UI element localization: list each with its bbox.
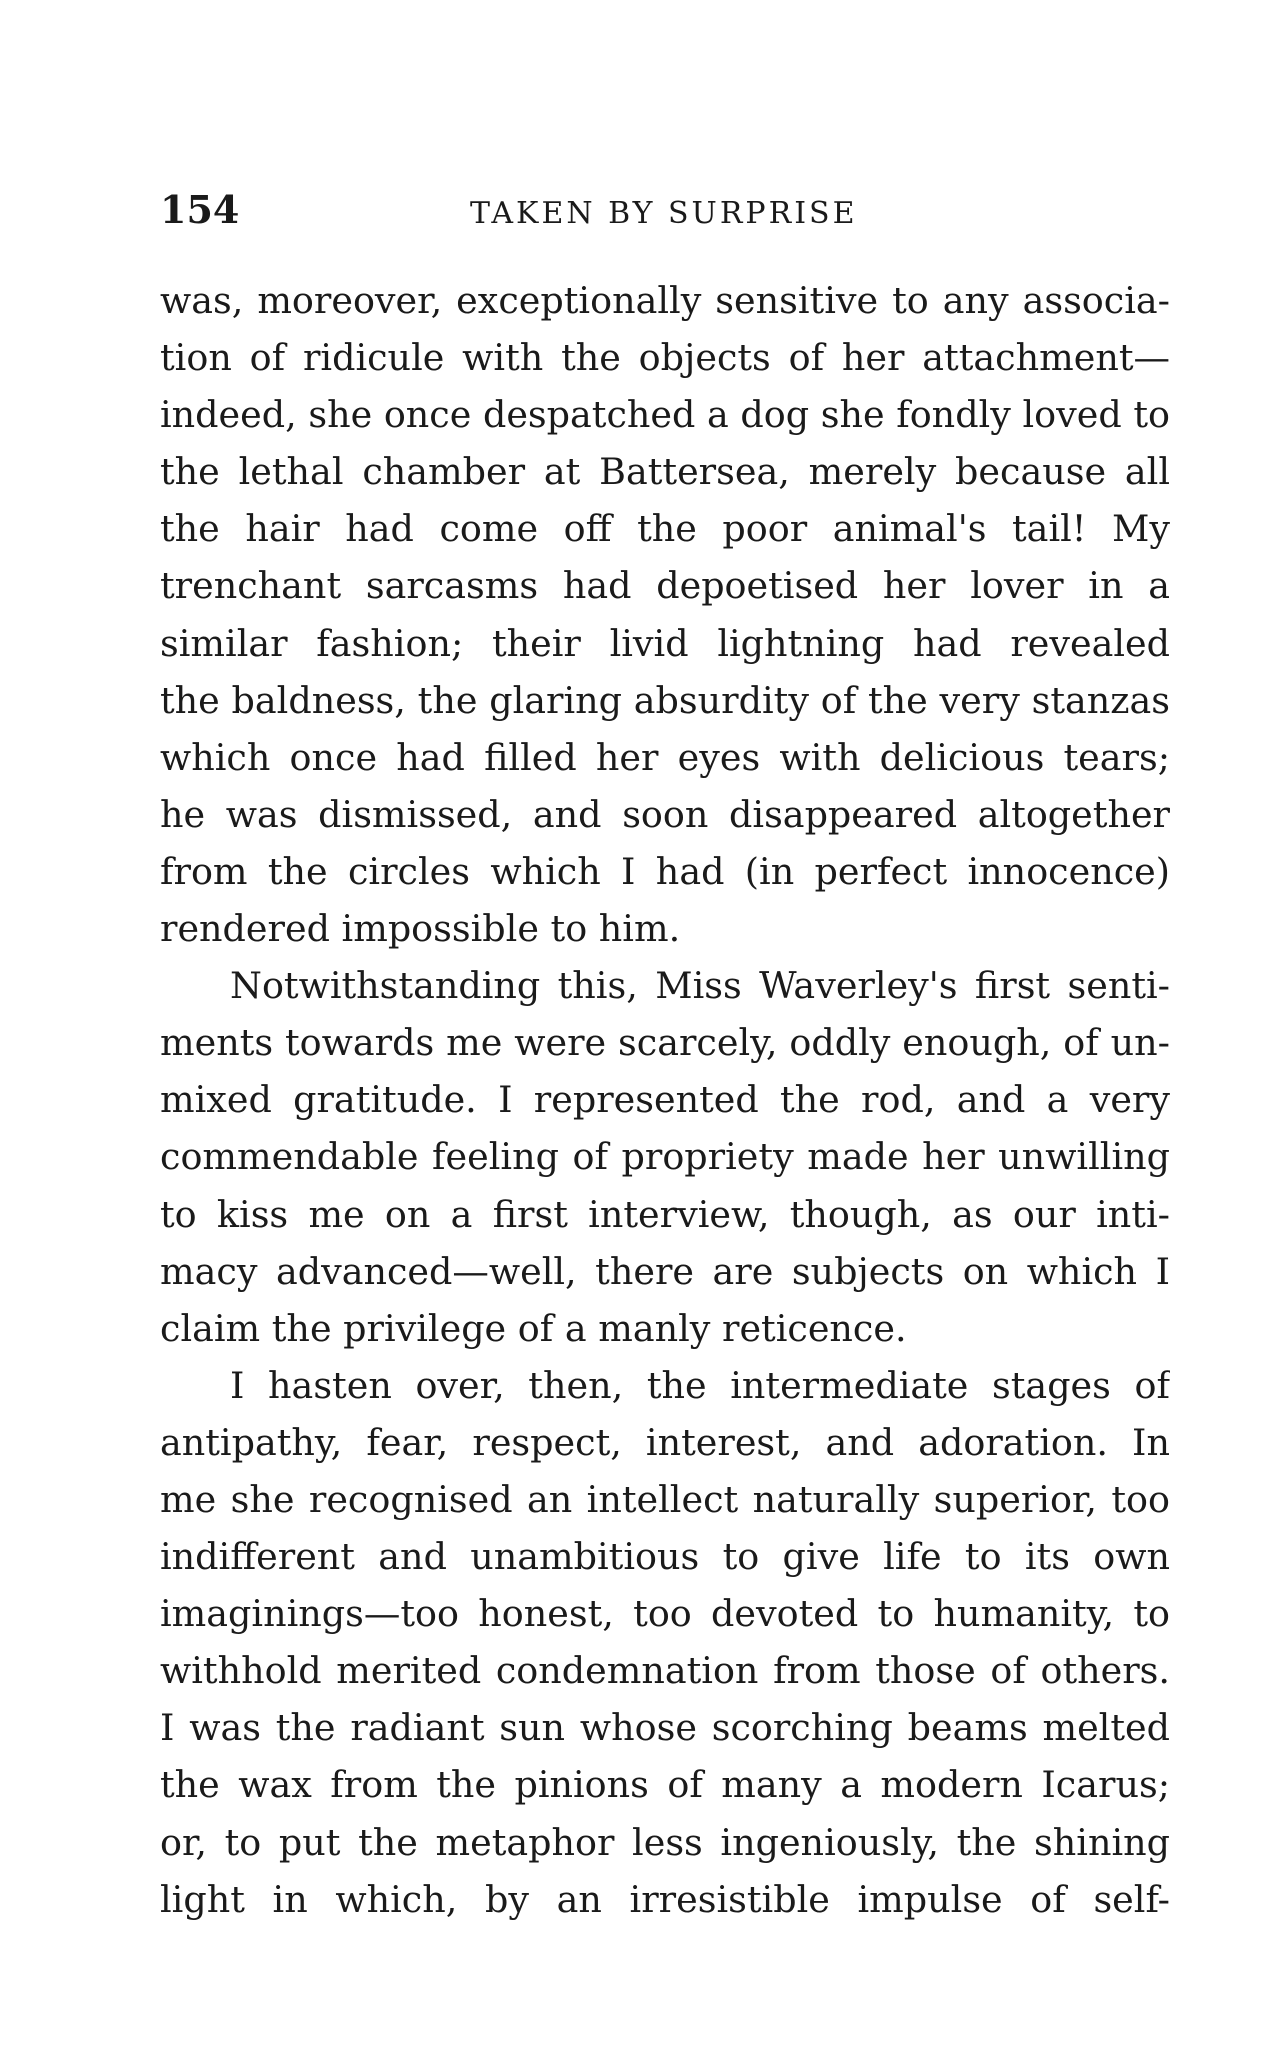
text-line: similar fashion; their livid lightning had revealed bbox=[160, 621, 1170, 665]
text-line: mixed gratitude. I represented the rod, and a very bbox=[160, 1078, 1170, 1122]
text-line: the lethal chamber at Battersea, merely because all bbox=[160, 450, 1170, 494]
text-line: commendable feeling of propriety made her unwilling bbox=[160, 1135, 1170, 1179]
text-line: macy advanced—well, there are subjects on which I bbox=[160, 1249, 1170, 1293]
text-line: which once had filled her eyes with delicious tears; bbox=[160, 735, 1170, 779]
body-text bbox=[160, 272, 1170, 1928]
text-line: I hasten over, then, the intermediate stages of bbox=[230, 1363, 1170, 1407]
text-line: to kiss me on a first interview, though, as our inti- bbox=[160, 1192, 1170, 1236]
text-line: Notwithstanding this, Miss Waverley's first senti- bbox=[230, 964, 1170, 1008]
running-head bbox=[160, 180, 1170, 240]
text-line: antipathy, fear, respect, interest, and adoration. In bbox=[160, 1420, 1170, 1464]
text-line: imaginings—too honest, too devoted to humanity, to bbox=[160, 1592, 1170, 1636]
text-line: light in which, by an irresistible impulse of self- bbox=[160, 1877, 1170, 1921]
text-line: me she recognised an intellect naturally superior, too bbox=[160, 1477, 1170, 1521]
text-line: I was the radiant sun whose scorching beams melted bbox=[160, 1706, 1170, 1750]
text-line: or, to put the metaphor less ingeniously, the shining bbox=[160, 1820, 1170, 1864]
text-line: he was dismissed, and soon disappeared altogether bbox=[160, 792, 1170, 836]
running-title: TAKEN BY SURPRISE bbox=[470, 196, 858, 231]
text-line: the baldness, the glaring absurdity of the very stanzas bbox=[160, 678, 1170, 722]
text-line: was, moreover, exceptionally sensitive to any associa- bbox=[160, 279, 1170, 322]
text-line: trenchant sarcasms had depoetised her lover in a bbox=[160, 564, 1170, 608]
text-line: claim the privilege of a manly reticence. bbox=[160, 1306, 907, 1350]
text-line: the wax from the pinions of many a modern Icarus; bbox=[160, 1763, 1170, 1807]
text-line: the hair had come off the poor animal's tail! My bbox=[160, 507, 1170, 551]
text-line: indifferent and unambitious to give life to its own bbox=[160, 1535, 1170, 1579]
text-line: withhold merited condemnation from those of others. bbox=[160, 1649, 1170, 1693]
text-line: rendered impossible to him. bbox=[160, 907, 681, 951]
text-line: from the circles which I had (in perfect innocence) bbox=[160, 849, 1170, 893]
text-line: indeed, she once despatched a dog she fondly loved to bbox=[160, 393, 1170, 437]
text-line: ments towards me were scarcely, oddly enough, of un- bbox=[160, 1021, 1170, 1065]
text-line: tion of ridicule with the objects of her attachment— bbox=[160, 336, 1170, 380]
page-number: 154 bbox=[160, 187, 240, 232]
